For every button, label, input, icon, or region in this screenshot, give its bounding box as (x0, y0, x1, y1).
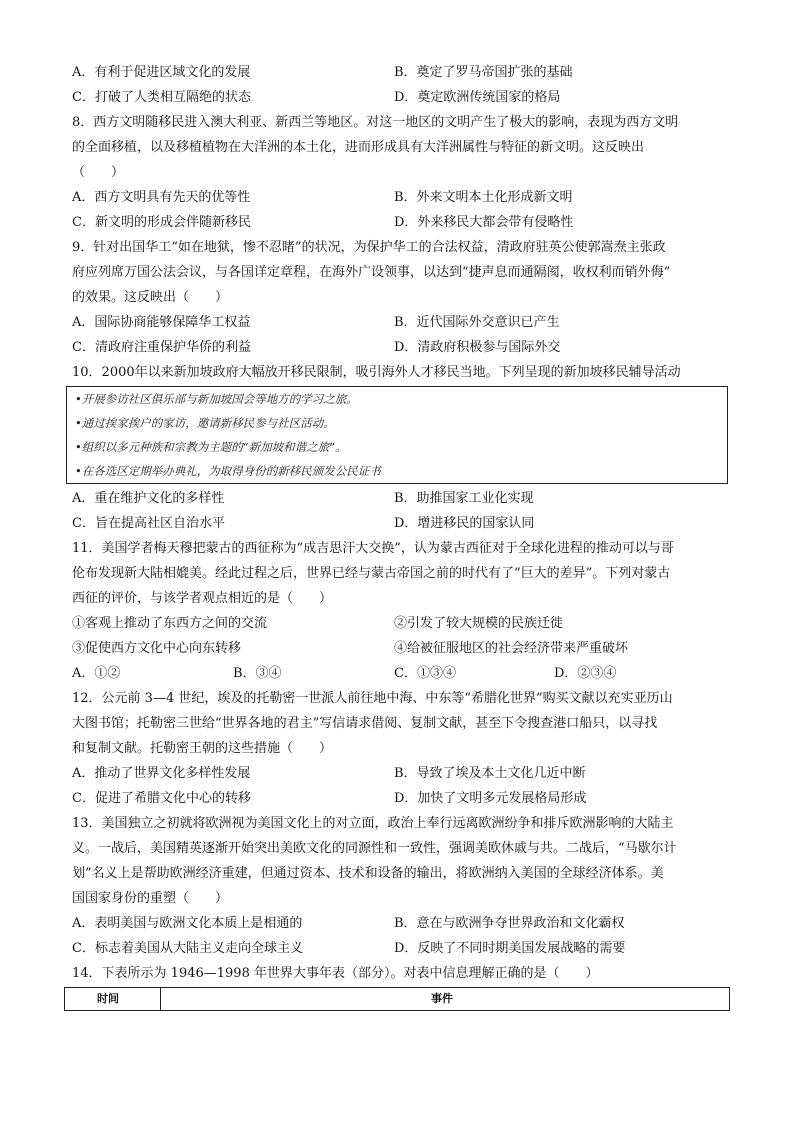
q11-option-b: B．③④ (233, 666, 282, 681)
q11-item-3: ③促使西方文化中心向东转移 (72, 641, 242, 656)
q7-option-c: C．打破了人类相互隔绝的状态 (72, 90, 251, 105)
q9-option-b: B．近代国际外交意识已产生 (394, 315, 560, 330)
q9-option-d: D．清政府积极参与国际外交 (394, 340, 561, 355)
q8-option-d: D．外来移民大都会带有侵略性 (394, 215, 574, 230)
q9-option-a: A．国际协商能够保障华工权益 (72, 315, 251, 330)
q14-table-divider (160, 988, 161, 1010)
q7-option-a: A．有利于促进区域文化的发展 (72, 65, 251, 80)
q8-stem-line-1: 8．西方文明随移民进入澳大利亚、新西兰等地区。对这一地区的文明产生了极大的影响，表现为西方文明 (72, 115, 679, 130)
q12-option-c: C．促进了希腊文化中心的转移 (72, 791, 251, 806)
q12-stem-line-3: 和复制文献。托勒密王朝的这些措施（ ） (72, 741, 333, 756)
q13-option-d: D．反映了不同时期美国发展战略的需要 (394, 941, 626, 956)
q11-item-4: ④给被征服地区的社会经济带来严重破坏 (394, 641, 629, 656)
q12-stem-line-2: 大图书馆；托勒密三世给“世界各地的君主”写信请求借阅、复制文献，甚至下令搜查港口船只，以寻找 (72, 716, 658, 731)
q10-box-item-4: •在各选区定期举办典礼，为取得身份的新移民颁发公民证书 (75, 464, 381, 478)
q11-stem-line-3: 西征的评价，与该学者观点相近的是（ ） (72, 591, 333, 606)
q9-option-c: C．清政府注重保护华侨的利益 (72, 340, 251, 355)
q14-stem-line-1: 14．下表所示为 1946—1998 年世界大事年表（部分）。对表中信息理解正确的是（ ） (72, 966, 599, 981)
q9-stem-line-1: 9．针对出国华工“如在地狱，惨不忍睹”的状况，为保护华工的合法权益，清政府驻英公使郭嵩焘主张政 (72, 240, 666, 255)
q12-option-b: B．导致了埃及本土文化几近中断 (394, 766, 586, 781)
q8-option-a: A．西方文明具有先天的优等性 (72, 190, 251, 205)
q10-box-item-1: •开展参访社区俱乐部与新加坡国会等地方的学习之旅。 (75, 392, 358, 406)
q14-table-header-time: 时间 (97, 992, 119, 1005)
q10-option-d: D．增进移民的国家认同 (394, 516, 535, 531)
q13-stem-line-3: 划”名义上是帮助欧洲经济重建，但通过资本、技术和设备的输出，将欧洲纳入美国的全球经济体系。美 (72, 866, 664, 881)
q14-table-header-event: 事件 (431, 992, 453, 1005)
q10-box-item-2: •通过挨家挨户的家访，邀请新移民参与社区活动。 (75, 416, 335, 430)
q10-option-c: C．旨在提高社区自治水平 (72, 516, 225, 531)
q7-option-d: D．奠定欧洲传统国家的格局 (394, 90, 561, 105)
q13-option-c: C．标志着美国从大陆主义走向全球主义 (72, 941, 303, 956)
q10-stem-line-1: 10．2000年以来新加坡政府大幅放开移民限制，吸引海外人才移民当地。下列呈现的新加坡移民辅导活动 (72, 365, 681, 380)
q12-option-a: A．推动了世界文化多样性发展 (72, 766, 251, 781)
q11-option-a: A．①② (72, 666, 121, 681)
q13-option-b: B．意在与欧洲争夺世界政治和文化霸权 (394, 916, 625, 931)
q14-table (64, 987, 730, 1011)
q10-option-a: A．重在维护文化的多样性 (72, 491, 225, 506)
q13-stem-line-2: 义。一战后，美国精英逐渐开始突出美欧文化的同源性和一致性，强调美欧休戚与共。二战后，“马歇尔计 (72, 841, 677, 856)
q9-stem-line-2: 府应列席万国公法会议，与各国详定章程，在海外广设领事，以达到“捷声息而通隔阂，收权利而销外侮” (72, 265, 671, 280)
q10-activity-box (66, 386, 728, 484)
q10-option-b: B．助推国家工业化实现 (394, 491, 534, 506)
q11-item-2: ②引发了较大规模的民族迁徙 (394, 616, 564, 631)
q13-stem-line-4: 国国家身份的重塑（ ） (72, 891, 229, 906)
q13-stem-line-1: 13．美国独立之初就将欧洲视为美国文化上的对立面，政治上奉行远离欧洲纷争和排斥欧洲影响的大陆主 (72, 816, 674, 831)
q8-option-b: B．外来文明本土化形成新文明 (394, 190, 573, 205)
q7-option-b: B．奠定了罗马帝国扩张的基础 (394, 65, 573, 80)
q13-option-a: A．表明美国与欧洲文化本质上是相通的 (72, 916, 303, 931)
q11-option-d: D．②③④ (554, 666, 617, 681)
q8-stem-line-3: （ ） (72, 165, 125, 180)
q10-box-item-3: •组织以多元种族和宗教为主题的“新加坡和谐之旅”。 (75, 440, 347, 454)
q8-option-c: C．新文明的形成会伴随新移民 (72, 215, 251, 230)
q11-stem-line-1: 11．美国学者梅天穆把蒙古的西征称为“成吉思汗大交换”，认为蒙古西征对于全球化进程的推动可以与哥 (72, 541, 674, 556)
q11-stem-line-2: 伦布发现新大陆相媲美。经此过程之后，世界已经与蒙古帝国之前的时代有了“巨大的差异”。下列对蒙古 (72, 566, 671, 581)
q9-stem-line-3: 的效果。这反映出（ ） (72, 290, 229, 305)
q12-option-d: D．加快了文明多元发展格局形成 (394, 791, 587, 806)
q8-stem-line-2: 的全面移植，以及移植植物在大洋洲的本土化，进而形成具有大洋洲属性与特征的新文明。这反映出 (72, 140, 645, 155)
q11-option-c: C．①③④ (394, 666, 456, 681)
q12-stem-line-1: 12．公元前 3—4 世纪，埃及的托勒密一世派人前往地中海、中东等“希腊化世界”购买文献以充实亚历山 (72, 691, 673, 706)
q11-item-1: ①客观上推动了东西方之间的交流 (72, 616, 268, 631)
